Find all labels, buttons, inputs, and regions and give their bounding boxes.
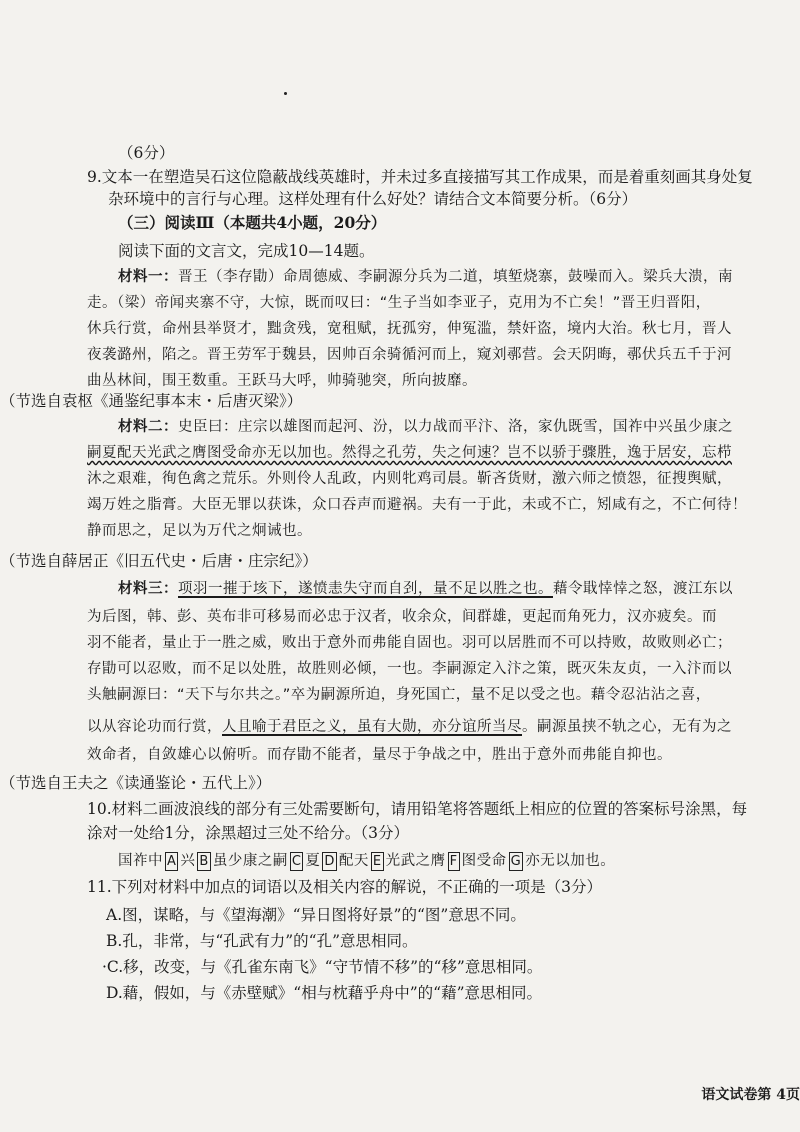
q10-line1: 10.材料二画波浪线的部分有三处需要断句，请用铅笔将答题纸上相应的位置的答案标号涂黑，每 [87, 800, 748, 818]
material1-label: 材料一： [118, 269, 178, 285]
page-footer: 语文试卷第 4页 [701, 1087, 800, 1103]
material3-underline-2: 人且喻于君臣之义，虽有大勋，亦分谊所当尽 [222, 719, 522, 735]
material2-line1: 材料二：史臣曰：庄宗以雄图而起河、汾，以力战而平汴、洛，家仇既雪，国祚中兴虽少康之 [118, 419, 733, 435]
material3-line7: 效命者，自敛雄心以俯听。而存勖不能者，量尽于争战之中，胜出于意外而弗能自抑也。 [87, 747, 672, 763]
answer-box-f[interactable]: F [449, 854, 458, 869]
answer-box-b[interactable]: B [199, 854, 209, 869]
material2-line5: 静而思之，足以为万代之炯诫也。 [87, 523, 312, 539]
answer-box-e[interactable]: E [372, 854, 382, 869]
material2-wavy-segment: 嗣夏配天光武之膺图受命亦无以加也。然得之孔劳，失之何速？岂不以骄于骤胜，逸于居安，忘栉 [87, 445, 732, 461]
material3-line2: 为后图，韩、彭、英布非可移易而必忠于汉者，收余众，间群雄，更起而角死力，汉亦疲矣。而 [87, 609, 717, 625]
material3-source: （节选自王夫之《读通鉴论・五代上》） [0, 774, 272, 792]
material2-label: 材料二： [118, 419, 178, 435]
section3-intro: 阅读下面的文言文，完成10—14题。 [118, 242, 375, 260]
material3-label: 材料三： [118, 581, 178, 597]
q10-line2: 涂对一处给1分，涂黑超过三处不给分。（3分） [87, 824, 409, 842]
material2-line2 [87, 442, 732, 464]
material3-underline-1: 项羽一摧于垓下，遂愤恚失守而自刭，量不足以胜之也。 [178, 581, 553, 597]
answer-box-g[interactable]: G [510, 854, 522, 869]
material1-line1: 材料一：晋王（李存勖）命周德威、李嗣源分兵为二道，填堑烧寨，鼓噪而入。梁兵大溃，南 [118, 269, 733, 285]
answer-box-a[interactable]: A [167, 854, 177, 869]
q11-option-b: B.孔，非常，与“孔武有力”的“孔”意思相同。 [106, 932, 418, 950]
q11-option-a: A.图，谋略，与《望海潮》“异日图将好景”的“图”意思不同。 [106, 906, 526, 924]
answer-box-c[interactable]: C [291, 854, 302, 869]
speck-mark [284, 92, 287, 95]
answer-box-d[interactable]: D [324, 854, 335, 869]
q9-line2: 杂环境中的言行与心理。这样处理有什么好处？请结合文本简要分析。（6分） [108, 190, 638, 208]
material2-source: （节选自薛居正《旧五代史・后唐・庄宗纪》） [0, 552, 318, 570]
q11-option-d: D.藉，假如，与《赤壁赋》“相与枕藉乎舟中”的“藉”意思相同。 [106, 984, 542, 1002]
material1-line3: 休兵行赏，命州县举贤才，黜贪残，宽租赋，抚孤穷，伸冤滥，禁奸盗，境内大治。秋七月，晋人 [87, 321, 732, 337]
material1-line4: 夜袭潞州，陷之。晋王劳军于魏县，因帅百余骑循河而上，窥刘鄩营。会天阴晦，鄩伏兵五千于河 [87, 347, 732, 363]
material1-source: （节选自袁枢《通鉴纪事本末・后唐灭梁》） [0, 392, 303, 410]
q11-option-c: ·C.移，改变，与《孔雀东南飞》“守节情不移”的“移”意思相同。 [102, 958, 543, 976]
q11-stem: 11.下列对材料中加点的词语以及相关内容的解说，不正确的一项是（3分） [87, 878, 603, 896]
material3-line1: 材料三：项羽一摧于垓下，遂愤恚失守而自刭，量不足以胜之也。藉令戢悻悻之怒，渡江东以 [118, 581, 733, 597]
q9-line1: 9.文本一在塑造吴石这位隐蔽战线英雄时，并未过多直接描写其工作成果，而是着重刻画其身处复 [87, 168, 753, 186]
material2-line3: 沐之艰难，徇色禽之荒乐。外则伶人乱政，内则牝鸡司晨。靳吝货财，激六师之愤怨，征搜舆赋， [87, 471, 732, 487]
section3-heading: （三）阅读Ⅲ（本题共4小题，20分） [118, 213, 387, 232]
q8-score: （6分） [118, 144, 175, 162]
material3-line5: 头触嗣源曰：“天下与尔共之。”卒为嗣源所迫，身死国亡，量不足以受之也。藉令忍沾沾之喜， [87, 687, 711, 703]
material2-line4: 竭万姓之脂膏。大臣无罪以获诛，众口吞声而避祸。夫有一于此，未或不亡，矧咸有之，不亡何待！ [87, 497, 747, 513]
material1-line5: 曲丛林间，围王数重。王跃马大呼，帅骑驰突，所向披靡。 [87, 373, 477, 389]
material3-line4: 存勖可以忍败，而不足以处胜，故胜则必倾，一也。李嗣源定入汴之策，既灭朱友贞，一入汴而以 [87, 661, 732, 677]
material1-line2: 走。（梁）帝闻夹寨不守，大惊，既而叹曰：“生子当如李亚子，克用为不亡矣！”晋王归晋阳， [87, 295, 711, 311]
material3-line3: 羽不能者，量止于一胜之威，败出于意外而弗能自固也。羽可以居胜而不可以持败，故败则必亡； [87, 635, 732, 651]
material3-line6: 以从容论功而行赏，人且喻于君臣之义，虽有大勋，亦分谊所当尽。嗣源虽挟不轨之心，无有为之 [87, 719, 732, 735]
q10-sentence: 国祚中 A 兴 B 虽少康之嗣 C 夏 D 配天 E 光武之膺 F 图受命 G 亦无以加也。 [118, 853, 616, 869]
